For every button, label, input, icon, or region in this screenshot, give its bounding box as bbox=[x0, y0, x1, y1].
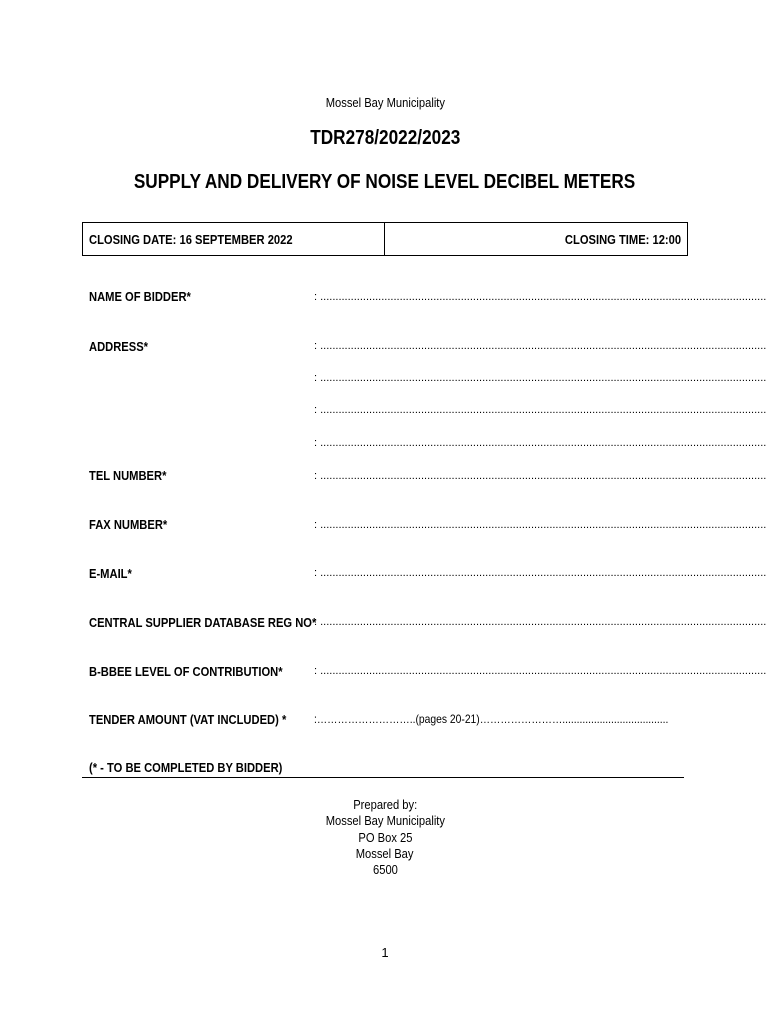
tender-title: SUPPLY AND DELIVERY OF NOISE LEVEL DECIBEL METERS bbox=[134, 171, 636, 193]
tender-amount-label: TENDER AMOUNT (VAT INCLUDED) * bbox=[89, 712, 287, 727]
address-field-line-4[interactable]: : .................................................................................................................................................. bbox=[314, 437, 767, 449]
bbbee-label: B-BBEE LEVEL OF CONTRIBUTION* bbox=[89, 664, 283, 679]
email-label: E-MAIL* bbox=[89, 566, 132, 581]
closing-details-table bbox=[82, 222, 688, 256]
address-field-line-3[interactable]: : .................................................................................................................................................. bbox=[314, 404, 767, 416]
prepared-by-town: Mossel Bay bbox=[356, 845, 414, 861]
csd-field[interactable]: : .................................................................................................................................................. bbox=[314, 616, 767, 628]
fax-label: FAX NUMBER* bbox=[89, 517, 168, 532]
email-field[interactable]: : .................................................................................................................................................. bbox=[314, 567, 767, 579]
closing-date-cell: CLOSING DATE: 16 SEPTEMBER 2022 bbox=[83, 223, 385, 255]
prepared-by-block bbox=[0, 797, 770, 878]
municipality-header: Mossel Bay Municipality bbox=[325, 95, 445, 110]
page-number: 1 bbox=[381, 945, 389, 960]
closing-time-cell: CLOSING TIME: 12:00 bbox=[564, 231, 681, 247]
bidder-name-label: NAME OF BIDDER* bbox=[89, 289, 191, 304]
prepared-by-label: Prepared by: bbox=[352, 797, 418, 812]
tender-number: TDR278/2022/2023 bbox=[309, 127, 461, 149]
prepared-by-box: PO Box 25 bbox=[357, 829, 413, 845]
prepared-by-code: 6500 bbox=[372, 862, 398, 878]
tel-label: TEL NUMBER* bbox=[89, 468, 167, 483]
address-label: ADDRESS* bbox=[89, 339, 149, 354]
address-field-line-1[interactable]: : .................................................................................................................................................. bbox=[314, 340, 767, 352]
tel-field[interactable]: : .................................................................................................................................................. bbox=[314, 470, 767, 482]
csd-label: CENTRAL SUPPLIER DATABASE REG NO* bbox=[89, 615, 317, 630]
bidder-name-field[interactable]: : .................................................................................................................................................. bbox=[314, 291, 767, 303]
address-field-line-2[interactable]: : .................................................................................................................................................. bbox=[314, 372, 767, 384]
footnote-rule bbox=[82, 777, 684, 778]
fax-field[interactable]: : .................................................................................................................................................. bbox=[314, 519, 767, 531]
prepared-by-org: Mossel Bay Municipality bbox=[325, 813, 445, 829]
completion-footnote: (* - TO BE COMPLETED BY BIDDER) bbox=[89, 760, 283, 775]
tender-amount-field[interactable]: :………………………..(pages 20-21)……………………..................................... bbox=[314, 712, 669, 726]
bbbee-field[interactable]: : .................................................................................................................................................. bbox=[314, 665, 767, 677]
